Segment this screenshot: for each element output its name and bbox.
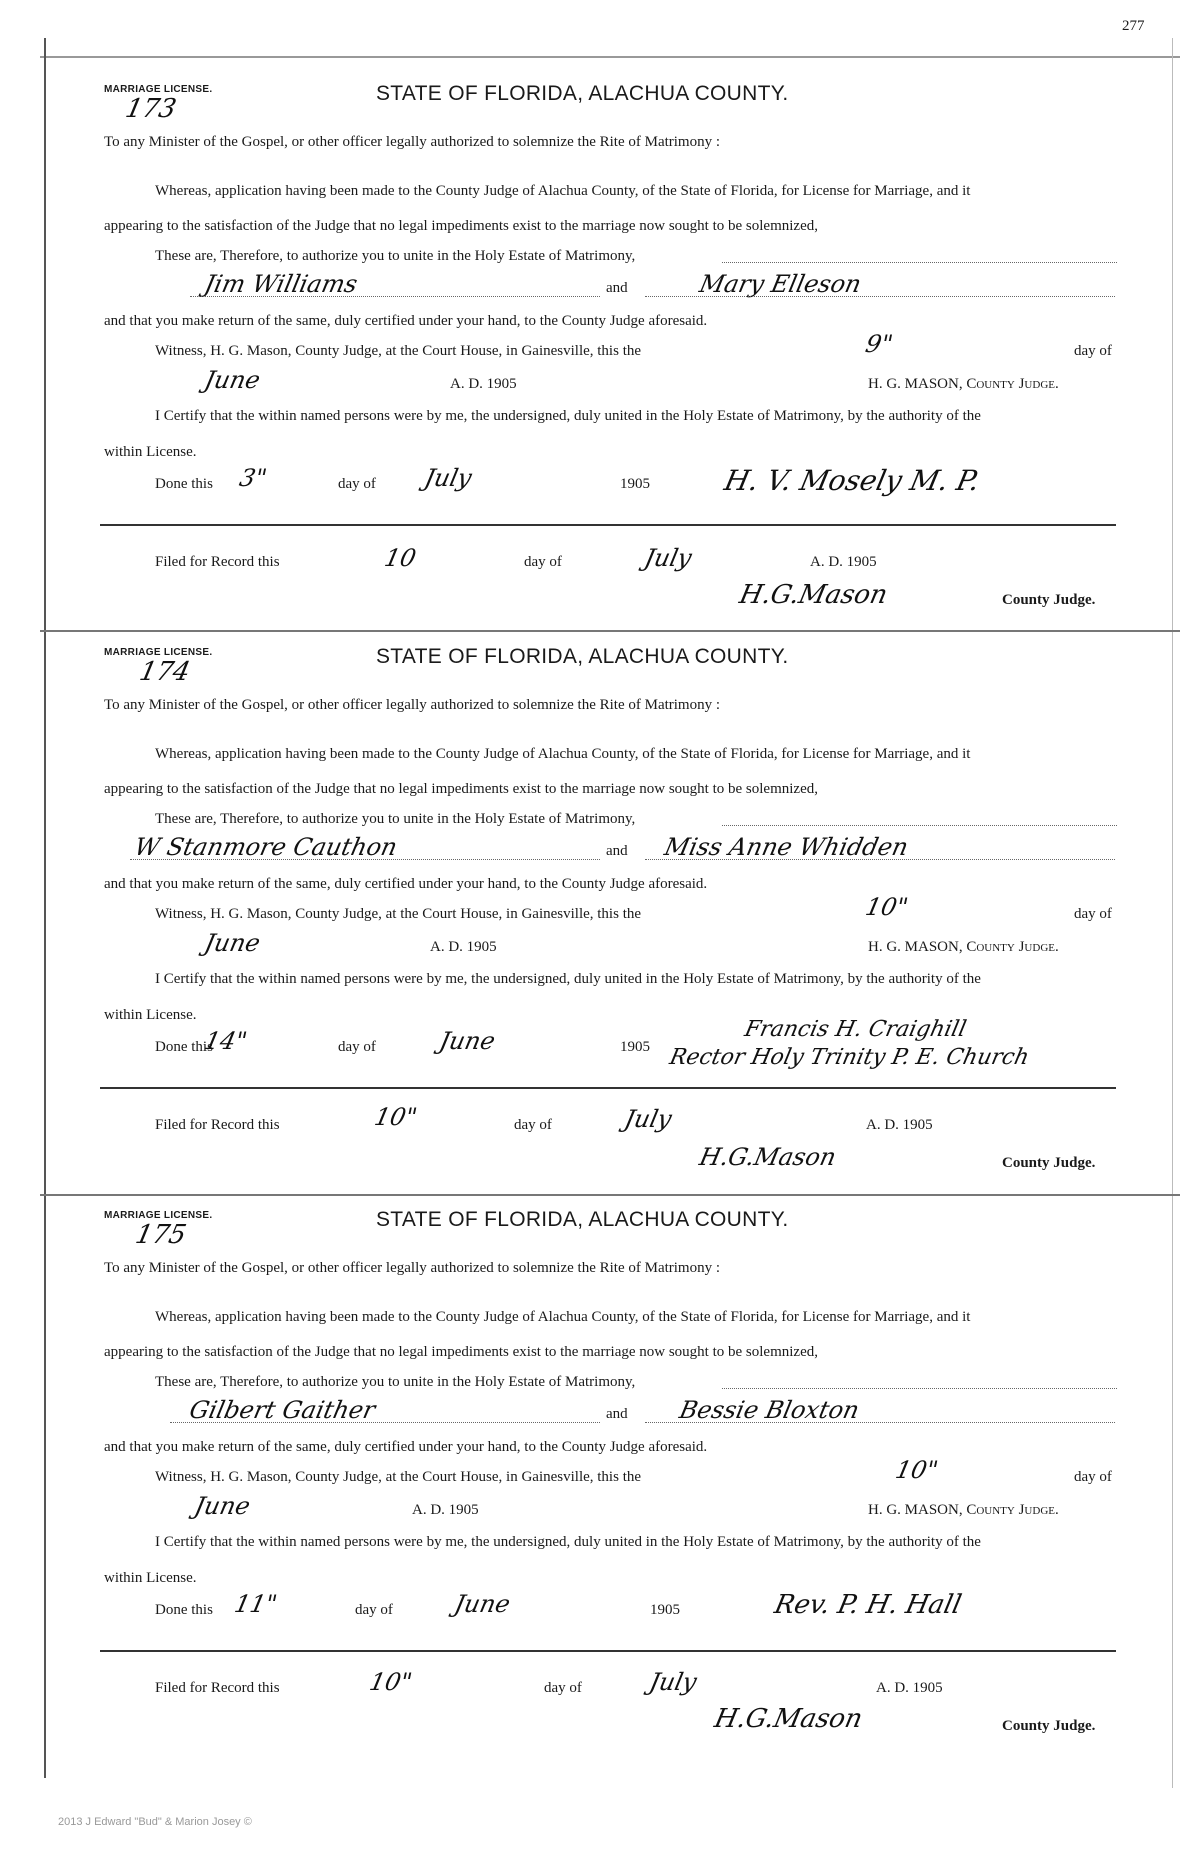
day-of-label: day of bbox=[524, 554, 562, 570]
page-number: 277 bbox=[1122, 18, 1145, 34]
top-border bbox=[40, 56, 1180, 58]
signature-rule bbox=[100, 524, 1116, 526]
witness-day: 9" bbox=[863, 330, 896, 358]
filed-day: 10" bbox=[367, 1668, 415, 1696]
return-line: and that you make return of the same, duly certified under your hand, to the County Judge aforesaid. bbox=[104, 313, 708, 329]
witness-day: 10" bbox=[863, 893, 911, 921]
day-of-label: day of bbox=[1074, 1469, 1112, 1485]
certify-line-1: I Certify that the within named persons were by me, the undersigned, duly united in the Holy Estate of Matrimony, by the authority of the bbox=[155, 1534, 981, 1550]
ad-year-label: A. D. 1905 bbox=[412, 1502, 479, 1518]
groom-line bbox=[130, 859, 600, 860]
witness-month: June bbox=[202, 366, 263, 394]
witness-day: 10" bbox=[893, 1456, 941, 1484]
day-of-label: day of bbox=[338, 476, 376, 492]
groom-name: Gilbert Gaither bbox=[187, 1396, 378, 1424]
judge-name-printed: H. G. MASON, County Judge. bbox=[868, 376, 1059, 392]
judge-signature: H.G.Mason bbox=[736, 580, 891, 610]
return-line: and that you make return of the same, duly certified under your hand, to the County Judge aforesaid. bbox=[104, 876, 708, 892]
license-number: 173 bbox=[122, 94, 179, 124]
license-label: MARRIAGE LICENSE. bbox=[104, 1210, 213, 1221]
certify-line-2: within License. bbox=[104, 444, 197, 460]
license-label: MARRIAGE LICENSE. bbox=[104, 84, 213, 95]
filed-day: 10 bbox=[382, 544, 419, 572]
whereas-line-1: Whereas, application having been made to the County Judge of Alachua County, of the State of Florida, for License for Marriage, and it bbox=[155, 746, 971, 762]
bride-name: Mary Elleson bbox=[697, 270, 864, 298]
groom-name: Jim Williams bbox=[202, 270, 360, 298]
filed-day: 10" bbox=[372, 1103, 420, 1131]
and-word: and bbox=[606, 843, 628, 859]
dotted-fill bbox=[722, 825, 1117, 826]
judge-name-printed: H. G. MASON, County Judge. bbox=[868, 1502, 1059, 1518]
day-of-label: day of bbox=[355, 1602, 393, 1618]
groom-line bbox=[190, 296, 600, 297]
bride-name: Bessie Bloxton bbox=[677, 1396, 862, 1424]
left-margin-line bbox=[44, 38, 46, 1778]
done-day: 3" bbox=[237, 464, 270, 492]
filed-for-record-label: Filed for Record this bbox=[155, 554, 280, 570]
license-separator bbox=[40, 630, 1180, 632]
right-margin-line bbox=[1172, 38, 1173, 1788]
certify-line-1: I Certify that the within named persons were by me, the undersigned, duly united in the Holy Estate of Matrimony, by the authority of the bbox=[155, 408, 981, 424]
judge-name-printed: H. G. MASON, County Judge. bbox=[868, 939, 1059, 955]
certify-line-2: within License. bbox=[104, 1007, 197, 1023]
these-are-line: These are, Therefore, to authorize you to unite in the Holy Estate of Matrimony, bbox=[155, 248, 636, 264]
return-line: and that you make return of the same, duly certified under your hand, to the County Judge aforesaid. bbox=[104, 1439, 708, 1455]
bride-line bbox=[645, 1422, 1115, 1423]
filed-month: July bbox=[622, 1105, 675, 1133]
and-word: and bbox=[606, 1406, 628, 1422]
whereas-line-1: Whereas, application having been made to the County Judge of Alachua County, of the State of Florida, for License for Marriage, and it bbox=[155, 183, 971, 199]
and-word: and bbox=[606, 280, 628, 296]
witness-line: Witness, H. G. Mason, County Judge, at the Court House, in Gainesville, this the bbox=[155, 1469, 642, 1485]
license-title: STATE OF FLORIDA, ALACHUA COUNTY. bbox=[376, 1208, 789, 1231]
filed-ad-year: A. D. 1905 bbox=[876, 1680, 943, 1696]
license-title: STATE OF FLORIDA, ALACHUA COUNTY. bbox=[376, 645, 789, 668]
filed-ad-year: A. D. 1905 bbox=[810, 554, 877, 570]
done-this-label: Done this bbox=[155, 1602, 213, 1618]
filed-for-record-label: Filed for Record this bbox=[155, 1680, 280, 1696]
license-separator bbox=[40, 1194, 1180, 1196]
done-month: June bbox=[437, 1027, 498, 1055]
address-line: To any Minister of the Gospel, or other officer legally authorized to solemnize the Rite of Matrimony : bbox=[104, 1260, 721, 1276]
day-of-label: day of bbox=[338, 1039, 376, 1055]
whereas-line-2: appearing to the satisfaction of the Judge that no legal impediments exist to the marriage now sought to be solemnized, bbox=[104, 1344, 818, 1360]
officiant-signature: Rev. P. H. Hall bbox=[771, 1590, 965, 1620]
day-of-label: day of bbox=[1074, 343, 1112, 359]
officiant-title: Rector Holy Trinity P. E. Church bbox=[667, 1045, 1032, 1070]
officiant-signature: Francis H. Craighill bbox=[742, 1017, 969, 1042]
address-line: To any Minister of the Gospel, or other officer legally authorized to solemnize the Rite of Matrimony : bbox=[104, 697, 721, 713]
whereas-line-1: Whereas, application having been made to the County Judge of Alachua County, of the State of Florida, for License for Marriage, and it bbox=[155, 1309, 971, 1325]
judge-signature: H.G.Mason bbox=[697, 1143, 839, 1171]
ad-year-label: A. D. 1905 bbox=[450, 376, 517, 392]
filed-ad-year: A. D. 1905 bbox=[866, 1117, 933, 1133]
county-judge-label: County Judge. bbox=[1002, 592, 1096, 608]
signature-rule bbox=[100, 1087, 1116, 1089]
whereas-line-2: appearing to the satisfaction of the Judge that no legal impediments exist to the marriage now sought to be solemnized, bbox=[104, 781, 818, 797]
day-of-label: day of bbox=[514, 1117, 552, 1133]
whereas-line-2: appearing to the satisfaction of the Judge that no legal impediments exist to the marriage now sought to be solemnized, bbox=[104, 218, 818, 234]
filed-for-record-label: Filed for Record this bbox=[155, 1117, 280, 1133]
done-day: 14" bbox=[202, 1027, 250, 1055]
done-month: July bbox=[422, 464, 475, 492]
done-year: 1905 bbox=[620, 1039, 650, 1055]
done-year: 1905 bbox=[620, 476, 650, 492]
filed-month: July bbox=[647, 1668, 700, 1696]
done-month: June bbox=[452, 1590, 513, 1618]
certify-line-1: I Certify that the within named persons were by me, the undersigned, duly united in the Holy Estate of Matrimony, by the authority of the bbox=[155, 971, 981, 987]
county-judge-label: County Judge. bbox=[1002, 1155, 1096, 1171]
officiant-signature: H. V. Mosely M. P. bbox=[721, 464, 983, 497]
ad-year-label: A. D. 1905 bbox=[430, 939, 497, 955]
signature-rule bbox=[100, 1650, 1116, 1652]
done-day: 11" bbox=[232, 1590, 280, 1618]
bride-name: Miss Anne Whidden bbox=[662, 833, 911, 861]
dotted-fill bbox=[722, 262, 1117, 263]
these-are-line: These are, Therefore, to authorize you to unite in the Holy Estate of Matrimony, bbox=[155, 1374, 636, 1390]
done-this-label: Done this bbox=[155, 476, 213, 492]
address-line: To any Minister of the Gospel, or other officer legally authorized to solemnize the Rite of Matrimony : bbox=[104, 134, 721, 150]
judge-signature: H.G.Mason bbox=[711, 1704, 866, 1734]
license-number: 174 bbox=[136, 657, 193, 687]
witness-line: Witness, H. G. Mason, County Judge, at the Court House, in Gainesville, this the bbox=[155, 343, 642, 359]
license-title: STATE OF FLORIDA, ALACHUA COUNTY. bbox=[376, 82, 789, 105]
bride-line bbox=[645, 296, 1115, 297]
groom-line bbox=[170, 1422, 600, 1423]
certify-line-2: within License. bbox=[104, 1570, 197, 1586]
witness-line: Witness, H. G. Mason, County Judge, at the Court House, in Gainesville, this the bbox=[155, 906, 642, 922]
groom-name: W Stanmore Cauthon bbox=[132, 833, 400, 861]
day-of-label: day of bbox=[544, 1680, 582, 1696]
done-year: 1905 bbox=[650, 1602, 680, 1618]
day-of-label: day of bbox=[1074, 906, 1112, 922]
these-are-line: These are, Therefore, to authorize you to unite in the Holy Estate of Matrimony, bbox=[155, 811, 636, 827]
license-number: 175 bbox=[132, 1220, 189, 1250]
witness-month: June bbox=[192, 1492, 253, 1520]
copyright-notice: 2013 J Edward "Bud" & Marion Josey © bbox=[58, 1816, 252, 1828]
license-label: MARRIAGE LICENSE. bbox=[104, 647, 213, 658]
filed-month: July bbox=[642, 544, 695, 572]
witness-month: June bbox=[202, 929, 263, 957]
bride-line bbox=[645, 859, 1115, 860]
done-this-label: Done this bbox=[155, 1039, 213, 1055]
dotted-fill bbox=[722, 1388, 1117, 1389]
county-judge-label: County Judge. bbox=[1002, 1718, 1096, 1734]
